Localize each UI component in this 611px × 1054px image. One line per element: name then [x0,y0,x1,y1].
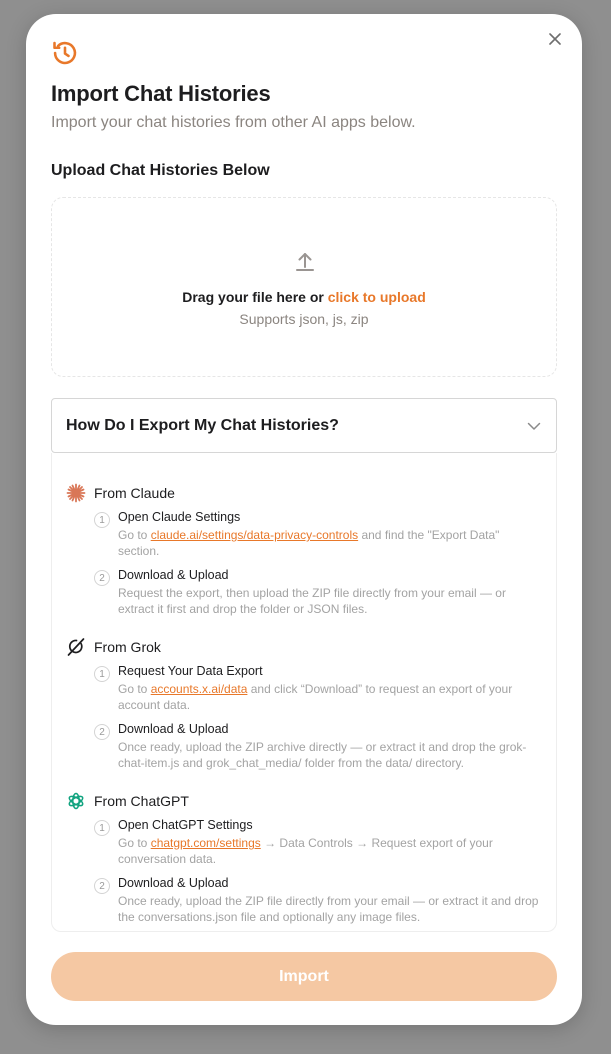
dialog-title: Import Chat Histories [51,81,271,106]
step-description [118,527,543,559]
accordion-title: How Do I Export My Chat Histories? [66,417,339,434]
click-to-upload-link[interactable]: click to upload [327,289,426,305]
provider-header [66,791,189,811]
desc-text: Go to [118,836,151,850]
step-title: Request Your Data Export [118,664,263,678]
step-number: 1 [94,666,110,682]
provider-name: From Claude [94,485,175,501]
step-title: Download & Upload [118,876,229,890]
step-number: 1 [94,512,110,528]
chatgpt-icon [66,791,86,811]
file-dropzone[interactable] [51,197,557,377]
desc-text: and find the "Export Data" section. [118,528,500,558]
import-button[interactable]: Import [51,952,557,1001]
step-description: Once ready, upload the ZIP archive directly — or extract it and drop the grok-chat-item.js and grok_chat_media/ folder from the data/ directory. [118,740,527,770]
step-title: Download & Upload [118,568,229,582]
provider-header [66,483,175,503]
provider-header [66,637,161,657]
step-description: Request the export, then upload the ZIP file directly from your email — or extract it first and drop the folder or JSON files. [118,586,506,616]
accordion-content [51,453,557,932]
step-title: Open ChatGPT Settings [118,818,253,832]
step-description [118,681,543,713]
claude-icon [66,483,86,503]
step-description [118,835,543,867]
desc-text: Go to [118,528,151,542]
chatgpt-settings-link[interactable]: chatgpt.com/settings [150,836,261,850]
dialog-subtitle: Import your chat histories from other AI apps below. [51,114,416,131]
xai-data-link[interactable]: accounts.x.ai/data [150,682,248,696]
close-icon [549,33,561,45]
import-dialog [26,14,582,1025]
step-number: 2 [94,878,110,894]
close-button[interactable] [546,30,564,48]
step-title: Download & Upload [118,722,229,736]
drop-instructions [52,289,556,305]
claude-settings-link[interactable]: claude.ai/settings/data-privacy-controls [150,528,359,542]
desc-text: → Data Controls → Request export of your conversation data. [118,836,493,866]
step-number: 1 [94,820,110,836]
desc-text: and click “Download” to request an export of your account data. [118,682,513,712]
step-number: 2 [94,570,110,586]
grok-icon [66,637,86,657]
supported-formats: Supports json, js, zip [239,311,369,327]
export-help-accordion[interactable] [51,398,557,453]
chevron-down-icon [526,418,542,434]
drag-text: Drag your file here or [182,289,328,305]
desc-text: Go to [118,682,151,696]
upload-section-label: Upload Chat Histories Below [51,162,270,179]
step-title: Open Claude Settings [118,510,241,524]
upload-icon [294,250,316,272]
provider-name: From ChatGPT [94,793,189,809]
step-description: Once ready, upload the ZIP file directly from your email — or extract it and drop the conversations.json file and optionally any image files. [118,894,539,924]
provider-name: From Grok [94,639,161,655]
history-icon [51,39,79,67]
step-number: 2 [94,724,110,740]
